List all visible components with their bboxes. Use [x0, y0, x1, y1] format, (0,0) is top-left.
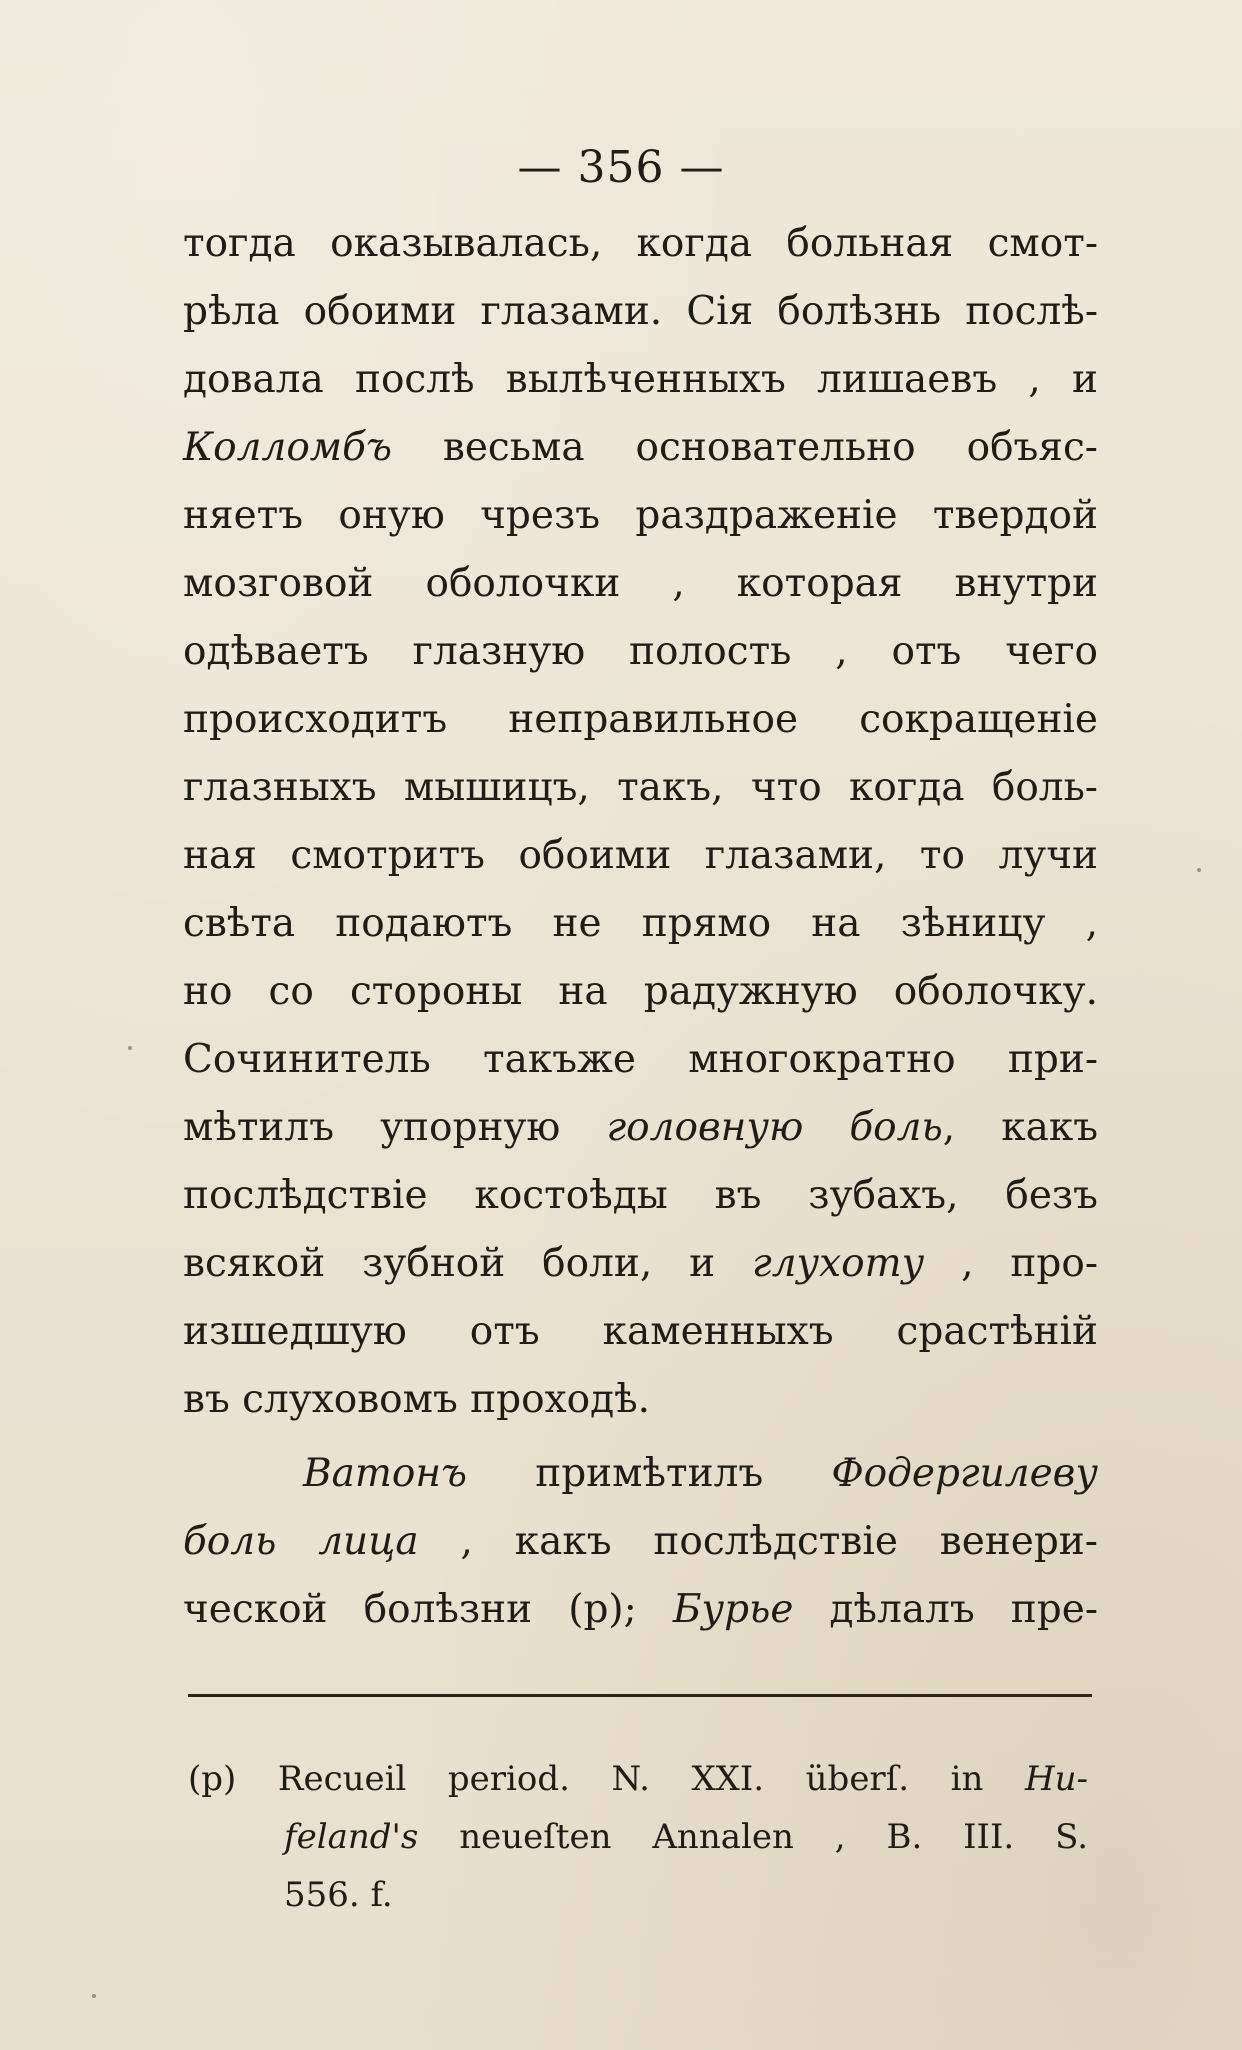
- footnote-line: [188, 1750, 1088, 1808]
- italic-text: Фодергилеву: [831, 1451, 1098, 1496]
- italic-text: Hu-: [1024, 1759, 1088, 1799]
- text-run: всякой зубной боли, и: [183, 1241, 752, 1286]
- text-line: [183, 550, 1098, 618]
- text-run: Сочинитель такъже многократно при-: [183, 1037, 1098, 1082]
- text-run: изшедшую отъ каменныхъ срастѣній: [183, 1309, 1098, 1354]
- italic-text: головную боль: [606, 1105, 943, 1150]
- text-line: [183, 958, 1098, 1026]
- italic-text: боль лица: [183, 1519, 419, 1564]
- text-line: [183, 890, 1098, 958]
- text-run: глазныхъ мышицъ, такъ, что когда боль-: [183, 765, 1098, 810]
- text-line: [183, 1576, 1098, 1644]
- text-run: послѣдствіе костоѣды въ зубахъ, безъ: [183, 1173, 1098, 1218]
- text-run: мѣтилъ упорную: [183, 1105, 607, 1150]
- text-run: но со стороны на радужную оболочку.: [183, 969, 1098, 1014]
- text-run: свѣта подаютъ не прямо на зѣницу ,: [183, 901, 1098, 946]
- italic-text: глухоту: [752, 1241, 925, 1286]
- text-run: рѣла обоими глазами. Сія болѣзнь послѣ-: [183, 289, 1098, 334]
- text-run: , какъ послѣдствіе венери-: [418, 1519, 1098, 1564]
- text-run: примѣтилъ: [467, 1451, 832, 1496]
- footnote-line: [188, 1866, 1088, 1924]
- text-run: neueſten Annalen , B. III. S.: [418, 1817, 1088, 1857]
- text-line: [183, 414, 1098, 482]
- text-run: мозговой оболочки , которая внутри: [183, 561, 1098, 606]
- text-run: (р) Recueil period. N. XXI. überſ. in: [188, 1759, 1025, 1799]
- text-line: [183, 1298, 1098, 1366]
- text-line: [183, 686, 1098, 754]
- text-line: [183, 1366, 1098, 1434]
- text-run: довала послѣ вылѣченныхъ лишаевъ , и: [183, 357, 1098, 402]
- text-line: [183, 754, 1098, 822]
- text-run: , про-: [924, 1241, 1098, 1286]
- italic-text: feland's: [284, 1817, 419, 1857]
- text-run: ческой болѣзни (р);: [183, 1587, 673, 1632]
- text-line: [183, 1230, 1098, 1298]
- italic-text: Бурье: [672, 1587, 794, 1632]
- text-line: [183, 1508, 1098, 1576]
- text-line: [183, 618, 1098, 686]
- footnote-divider: [188, 1694, 1092, 1697]
- paper-speck: [128, 1046, 132, 1050]
- text-run: весьма основательно объяс-: [391, 425, 1098, 470]
- page-number: — 356 —: [517, 142, 725, 193]
- text-run: дѣлалъ пре-: [793, 1587, 1099, 1632]
- text-line: [183, 822, 1098, 890]
- italic-text: Колломбъ: [183, 425, 392, 470]
- text-run: происходитъ неправильное сокращеніе: [183, 697, 1098, 742]
- text-run: въ слуховомъ проходѣ.: [183, 1377, 651, 1422]
- text-line: [183, 1094, 1098, 1162]
- text-line: [183, 1162, 1098, 1230]
- text-run: 556. f.: [284, 1875, 393, 1915]
- text-run: , какъ: [942, 1105, 1099, 1150]
- paper-speck: [92, 1994, 96, 1998]
- text-line: [183, 1440, 1098, 1508]
- italic-text: Ватонъ: [303, 1451, 468, 1496]
- text-run: одѣваетъ глазную полость , отъ чего: [183, 629, 1098, 674]
- main-text: [183, 210, 1098, 1644]
- paper-speck: [1197, 868, 1201, 872]
- text-line: [183, 482, 1098, 550]
- text-line: [183, 210, 1098, 278]
- text-line: [183, 346, 1098, 414]
- text-run: ная смотритъ обоими глазами, то лучи: [183, 833, 1098, 878]
- text-run: няетъ оную чрезъ раздраженіе твердой: [183, 493, 1098, 538]
- text-line: [183, 278, 1098, 346]
- text-run: тогда оказывалась, когда больная смот-: [183, 221, 1098, 266]
- footnote-line: [188, 1808, 1088, 1866]
- footnote: [188, 1750, 1088, 1924]
- text-line: [183, 1026, 1098, 1094]
